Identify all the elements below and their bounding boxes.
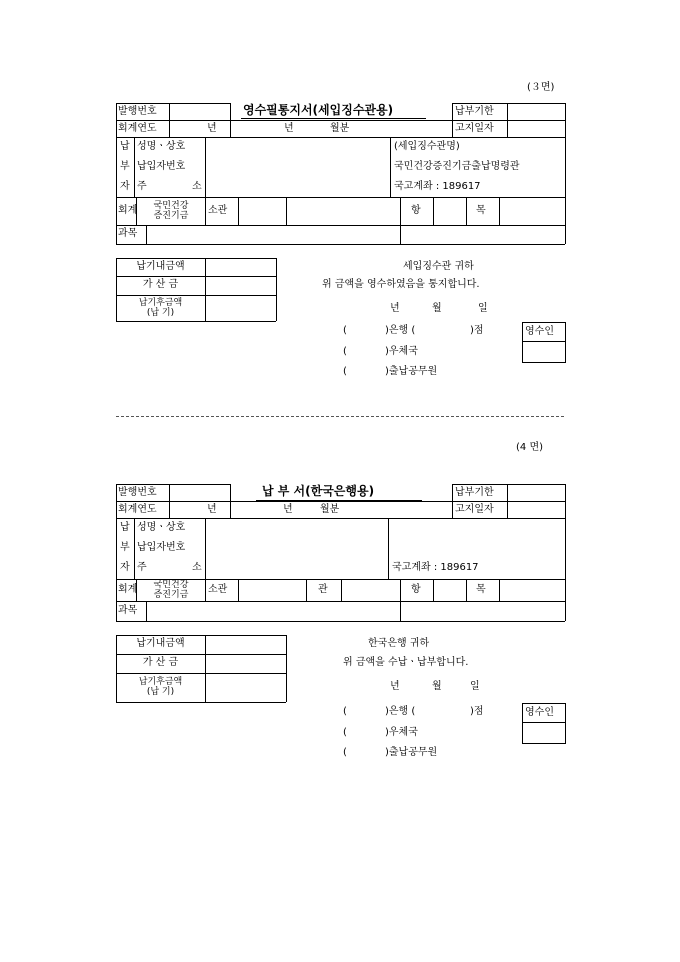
mok-label: 목 [476, 584, 486, 595]
surcharge-label: 가 산 금 [142, 279, 179, 290]
payer-char-1: 납 [120, 141, 130, 152]
amount-before-label: 납기내금액 [136, 638, 185, 649]
date-day: 일 [478, 303, 488, 314]
fiscal-year-label: 회계연도 [118, 123, 157, 134]
year-label: 년 [284, 123, 294, 134]
account-label: 회계 [118, 584, 138, 595]
account-label: 회계 [118, 205, 138, 216]
amount-before-label: 납기내금액 [136, 261, 185, 272]
cashier-officer: )출납공무원 [385, 747, 438, 758]
hang-label: 항 [411, 584, 421, 595]
jurisdiction-label: 소관 [208, 205, 228, 216]
statement: 위 금액을 수납ㆍ납부합니다. [343, 657, 469, 668]
notice-date-label: 고지일자 [455, 123, 494, 134]
post-open: ( [343, 346, 347, 357]
amount-after-label: 납기후금액 (납 기) [138, 298, 183, 318]
mok-label: 목 [476, 205, 486, 216]
officer-open: ( [343, 366, 347, 377]
statement: 위 금액을 영수하였음을 통지합니다. [322, 279, 480, 290]
bank-open: ( [343, 706, 347, 717]
addressee: 한국은행 귀하 [368, 638, 430, 649]
subject-label: 과목 [118, 228, 138, 239]
treasury-account: 국고계좌 : 189617 [394, 181, 481, 192]
bank-open: ( [343, 325, 347, 336]
form-title: 영수필통지서(세입징수관용) [243, 103, 394, 117]
post-office: )우체국 [385, 727, 418, 738]
gwan-label: 관 [318, 584, 328, 595]
payer-char-2: 부 [120, 161, 130, 172]
name-label: 성명ㆍ상호 [137, 522, 186, 533]
bank-branch: )점 [470, 325, 484, 336]
subject-label: 과목 [118, 605, 138, 616]
payer-char-3: 자 [120, 181, 130, 192]
bank-name: )은행 ( [385, 706, 416, 717]
payer-no-label: 납입자번호 [137, 542, 186, 553]
jurisdiction-label: 소관 [208, 584, 228, 595]
issue-no-label: 발행번호 [118, 106, 157, 117]
address-label-1: 주 [137, 562, 147, 573]
post-office: )우체국 [385, 346, 418, 357]
bank-branch: )점 [470, 706, 484, 717]
collector-name: (세입징수관명) [394, 141, 460, 152]
form-title: 납 부 서(한국은행용) [262, 484, 375, 498]
officer-open: ( [343, 747, 347, 758]
date-day: 일 [470, 681, 480, 692]
payer-char-2: 부 [120, 542, 130, 553]
cut-line [116, 416, 564, 417]
post-open: ( [343, 727, 347, 738]
address-label-2: 소 [192, 181, 202, 192]
hang-label: 항 [411, 205, 421, 216]
issue-no-label: 발행번호 [118, 487, 157, 498]
due-date-label: 납부기한 [455, 487, 494, 498]
address-label-2: 소 [192, 562, 202, 573]
page-label: (4 면) [516, 442, 544, 453]
due-date-label: 납부기한 [455, 106, 494, 117]
cashier-officer: )출납공무원 [385, 366, 438, 377]
notice-date-label: 고지일자 [455, 504, 494, 515]
month-label: 월분 [320, 504, 340, 515]
surcharge-label: 가 산 금 [142, 657, 179, 668]
treasury-account: 국고계좌 : 189617 [392, 562, 479, 573]
payer-char-3: 자 [120, 562, 130, 573]
date-year: 년 [390, 303, 400, 314]
collector-office: 국민건강증진기금출납명령관 [394, 161, 520, 172]
bank-name: )은행 ( [385, 325, 416, 336]
fiscal-year-label: 회계연도 [118, 504, 157, 515]
fund-label: 국민건강 증진기금 [153, 201, 189, 221]
month-label: 월분 [330, 123, 350, 134]
date-month: 월 [432, 303, 442, 314]
address-label-1: 주 [137, 181, 147, 192]
receipt-seal-label: 영수인 [525, 707, 554, 718]
amount-after-label: 납기후금액 (납 기) [138, 677, 183, 697]
receipt-seal-label: 영수인 [525, 326, 554, 337]
year-label: 년 [283, 504, 293, 515]
addressee: 세입징수관 귀하 [403, 261, 474, 272]
payer-no-label: 납입자번호 [137, 161, 186, 172]
fiscal-year-suffix: 년 [207, 504, 217, 515]
date-year: 년 [390, 681, 400, 692]
fund-label: 국민건강 증진기금 [153, 580, 189, 600]
name-label: 성명ㆍ상호 [137, 141, 186, 152]
page-label: (３면) [527, 82, 555, 93]
fiscal-year-suffix: 년 [207, 123, 217, 134]
payer-char-1: 납 [120, 522, 130, 533]
date-month: 월 [432, 681, 442, 692]
